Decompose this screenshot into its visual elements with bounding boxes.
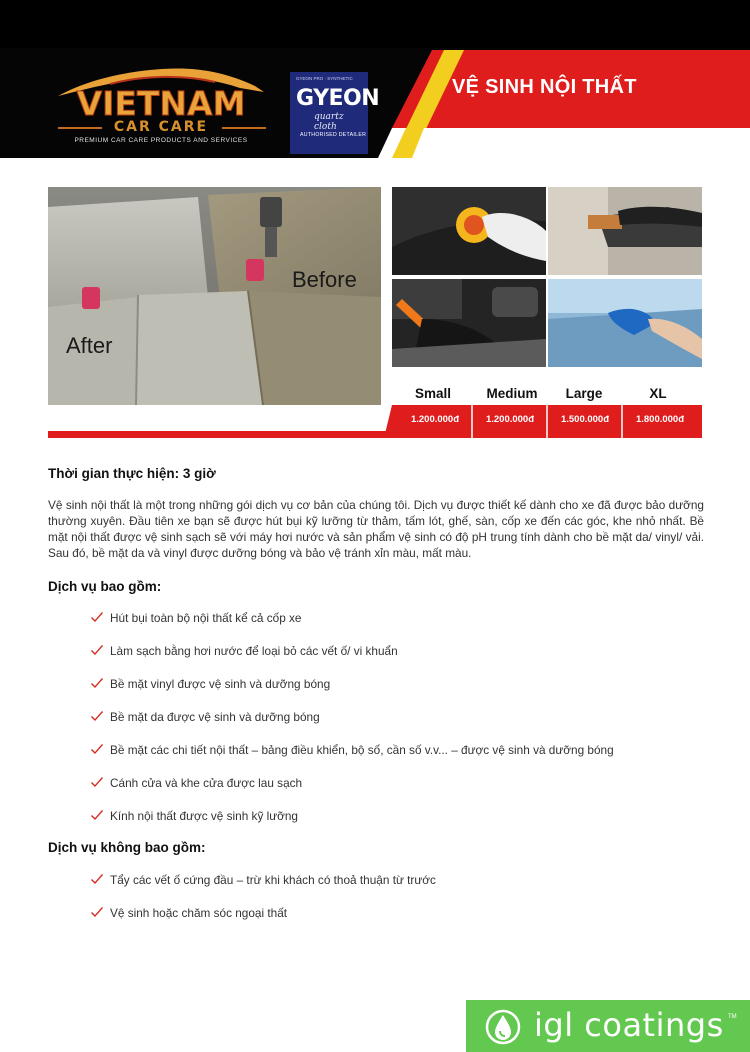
photo-door-cleaning [548, 187, 702, 275]
included-item [90, 774, 302, 792]
check-icon [90, 873, 104, 887]
before-label: Before [292, 267, 357, 292]
igl-brand-text: igl coatings [534, 1006, 724, 1044]
description: Vệ sinh nội thất là một trong những gói dịch vụ cơ bản của chúng tôi. Dịch vụ được thiết kế dành cho xe đã được bảo dưỡng thường xuyên. Đầu tiên xe bạn sẽ được hút bụi kỹ lưỡng từ thảm, tấm lót, ghế, sàn, cốp xe đến các góc, khe nhỏ nhất. Bề mặt nội thất được vệ sinh sạch sẽ với máy hơi nước và sản phẩm vệ sinh có độ pH trung tính dành cho bề mặt da/ vinyl/ vải. Sau đó, bề mặt da và vinyl được dưỡng bóng và bảo vệ tránh xỉn màu, mất màu. [48, 498, 704, 560]
size-xl: XL [649, 386, 667, 401]
excluded-title: Dịch vụ không bao gồm: [48, 840, 206, 855]
excluded-item-text: Vệ sinh hoặc chăm sóc ngoại thất [110, 906, 288, 920]
banner-white-cut [378, 128, 750, 158]
included-item-text: Cánh cửa và khe cửa được lau sạch [110, 776, 303, 790]
check-icon [90, 677, 104, 691]
price-xl: 1.800.000đ [635, 414, 685, 425]
brand-title: VIETNAM [76, 84, 246, 123]
size-large: Large [565, 386, 603, 401]
gyeon-script: quartz cloth [314, 112, 344, 132]
included-item-text: Kính nội thất được vệ sinh kỹ lưỡng [110, 809, 298, 823]
included-item [90, 675, 330, 693]
price-small: 1.200.000đ [410, 414, 460, 425]
included-item-text: Bề mặt các chi tiết nội thất – bảng điều khiển, bộ số, cần số v.v... – được vệ sinh và dưỡng bóng [110, 743, 614, 757]
before-after-photo [48, 187, 381, 405]
excluded-item [90, 904, 287, 922]
included-item-text: Bề mặt vinyl được vệ sinh và dưỡng bóng [110, 677, 331, 691]
check-icon [90, 776, 104, 790]
excluded-item [90, 871, 436, 889]
gyeon-topline: GYEON PRO · SYNTHETIC [296, 76, 353, 81]
page-title: VỆ SINH NỘI THẤT [452, 76, 637, 98]
igl-drop-icon [484, 1009, 522, 1045]
brand-subtitle: CAR CARE [113, 119, 209, 135]
after-label: After [66, 333, 113, 358]
photo-glass-wiping [548, 279, 702, 367]
vietnam-car-care-logo [50, 62, 275, 150]
included-item [90, 708, 320, 726]
check-icon [90, 809, 104, 823]
igl-coatings-logo [466, 1000, 750, 1052]
size-small: Small [414, 386, 452, 401]
included-item-text: Làm sạch bằng hơi nước để loại bỏ các vết ố/ vi khuẩn [110, 644, 398, 658]
gyeon-badge [290, 72, 380, 154]
size-header-row [384, 386, 702, 404]
included-item [90, 642, 398, 660]
check-icon [90, 743, 104, 757]
igl-trademark: TM [728, 1014, 737, 1020]
photo-console-brushing [392, 279, 546, 367]
photo-leather-polishing [392, 187, 546, 275]
check-icon [90, 611, 104, 625]
price-medium: 1.200.000đ [485, 414, 535, 425]
price-large: 1.500.000đ [560, 414, 610, 425]
duration: Thời gian thực hiện: 3 giờ [48, 466, 216, 481]
included-item-text: Bề mặt da được vệ sinh và dưỡng bóng [110, 710, 320, 724]
size-medium: Medium [486, 386, 538, 401]
gyeon-authorised: AUTHORISED DETAILER [300, 132, 367, 138]
seat-illustration [48, 187, 381, 405]
check-icon [90, 644, 104, 658]
check-icon [90, 710, 104, 724]
included-item [90, 741, 614, 759]
excluded-item-text: Tẩy các vết ố cứng đầu – trừ khi khách có thoả thuận từ trước [110, 873, 436, 887]
included-item [90, 609, 302, 627]
gyeon-name: GYEON [296, 86, 380, 111]
brand-tagline: PREMIUM CAR CARE PRODUCTS AND SERVICES [74, 137, 248, 144]
check-icon [90, 906, 104, 920]
included-item-text: Hút bụi toàn bộ nội thất kể cả cốp xe [110, 611, 302, 625]
included-title: Dịch vụ bao gồm: [48, 579, 162, 594]
included-item [90, 807, 298, 825]
